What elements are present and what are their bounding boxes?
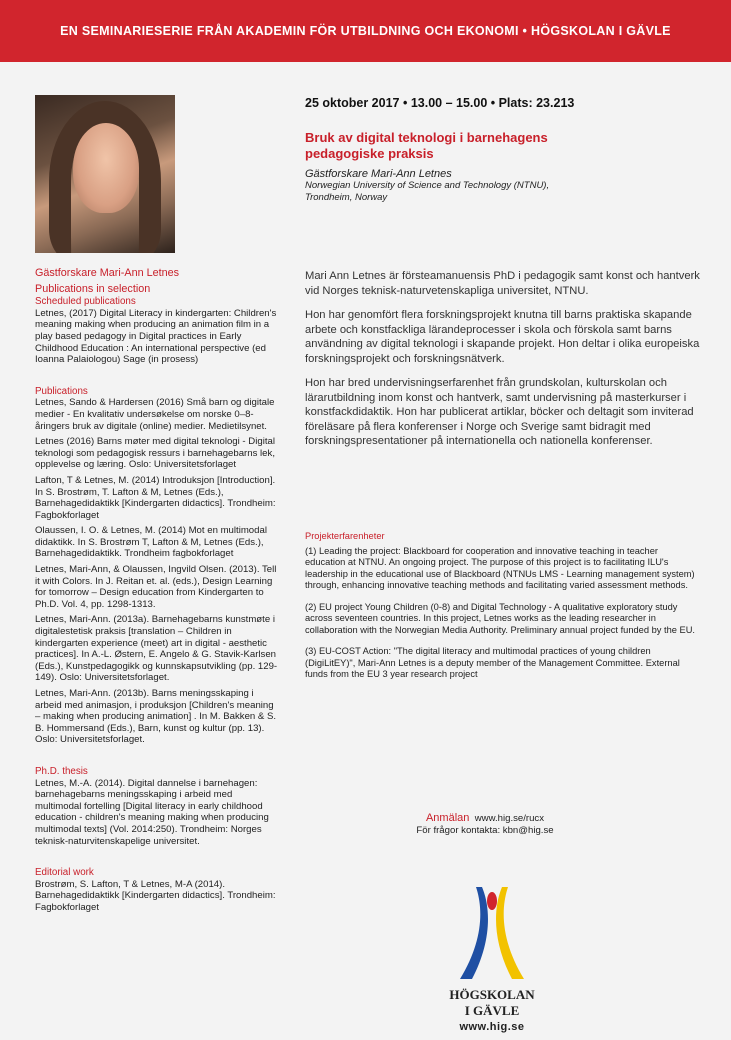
university-logo <box>432 883 552 1018</box>
bio-paragraph: Hon har genomfört flera forskningsprojekt knutna till barns praktiska skapande arbete och konstfackliga lärandeprocesser i skola och förskola samt barns användning av digital teknologi i skapande projekt. Hon deltar i olika europeiska forskningsprojekt och forskningsnätverk. <box>305 309 700 365</box>
publications-heading: Publications <box>35 385 88 397</box>
publication-item: Letnes, Mari-Ann. (2013a). Barnehagebarns kunstmøte i digitalestetisk praksis [translation – Children in kindergarten experience (meet) art in digital - aesthetic practices]. In A.-L. Østern, E. Angelo & G. Stavik-Karlsen (Eds.), Kunstpedagogikk og kunnskapsutvikling (pp. 129-149). Oslo: Universitetsforlaget. <box>35 614 278 684</box>
project-item: (1) Leading the project: Blackboard for cooperation and innovative teaching in teacher education at NTNU. An ongoing project. The purpose of this project is to facilitating ILU's leadership in the educational use of Blackboard (NTNUs LMS - Learning management system) through, enhancing innovative teaching methods and facilitating varied assessment methods. <box>305 545 695 590</box>
editorial-text: Brostrøm, S. Lafton, T & Letnes, M-A (2014). Barnehagedidaktikk [Kindergarten didactics]. Trondheim: Fagbokforlaget <box>35 878 276 913</box>
publication-item: Letnes, Mari-Ann, & Olaussen, Ingvild Olsen. (2013). Tell it with Colors. In J. Reitan et. al. (eds.), Design Learning for tomorrow – Design education from Kindergarten to Ph.D. Vol. 4, pp. 1298-1313. <box>35 564 277 610</box>
bio-paragraph: Hon har bred undervisningserfarenhet från grundskolan, kulturskolan och lärarutbildning inom konst och hantverk, samt undervisning på masterkurser i konstfackdidaktik. Hon har publicerat artiklar, böcker och deltagit som inviterad föreläsare på flera konferenser i Norge och Sverige samt bidragit med forskningspresentationer på internationella och nationella konferenser. <box>305 377 694 447</box>
logo-mark-icon <box>432 883 552 983</box>
editorial-heading: Editorial work <box>35 867 94 879</box>
speaker-name: Gästforskare Mari-Ann Letnes <box>305 168 452 180</box>
publications-column <box>35 268 280 918</box>
phd-text: Letnes, M.-A. (2014). Digital dannelse i barnehagen: barnehagebarns meningsskaping i arbeid med multimodal fortelling [Digital literacy in early childhood education - children's meaning making when producing multimodal texts] (Vol. 2014:250). Trondheim: Norges teknisk-naturvitenskapelige universitet. <box>35 777 269 847</box>
projects-heading: Projekterfarenheter <box>305 531 385 541</box>
scheduled-text: Letnes, (2017) Digital Literacy in kindergarten: Children's meaning making when producing an animation film in a play based pedagogy in Digital practices in Early Childhood Education : An international perspective (ed Ioanna Palaiologou) Sage (in prosess) <box>35 307 277 366</box>
registration-label: Anmälan <box>425 812 470 824</box>
logo-line-1: HÖGSKOLAN <box>449 987 535 1002</box>
publication-item: Olaussen, I. O. & Letnes, M. (2014) Mot en multimodal didaktikk. In S. Brostrøm T, Lafton & M, Letnes (Eds.), Barnehagedidaktikk. Trondheim fagbokforlaget <box>35 525 267 560</box>
top-banner <box>0 0 731 62</box>
contact-info <box>305 812 665 837</box>
publication-item: Letnes (2016) Barns møter med digital teknologi - Digital teknologi som pedagogisk ressurs i barnehagebarns lek, opplevelse og læring. Oslo: Universitetsforlaget <box>35 436 275 471</box>
contact-email[interactable]: För frågor kontakta: kbn@hig.se <box>416 825 554 836</box>
left-speaker-name: Gästforskare Mari-Ann Letnes <box>35 267 180 279</box>
publication-item: Lafton, T & Letnes, M. (2014) Introduksjon [Introduction]. In S. Brostrøm, T. Lafton & M, Letnes (Eds.), Barnehagedidaktikk [Kindergarten didactics]. Trondheim: Fagbokforlaget <box>35 474 276 521</box>
project-experience <box>305 531 700 691</box>
banner-text: EN SEMINARIESERIE FRÅN AKADEMIN FÖR UTBILDNING OCH EKONOMI • HÖGSKOLAN I GÄVLE <box>60 24 671 38</box>
project-item: (2) EU project Young Children (0-8) and Digital Technology - A qualitative exploratory study across seventeen countries. In this project, Letnes works as the leading researcher in collaboration with the Norwegian Media Authority. Preliminary annual project funded by the EU. <box>305 601 695 635</box>
talk-title: Bruk av digital teknologi i barnehagens pedagogiske praksis <box>305 130 548 161</box>
speaker-affiliation-2: Trondheim, Norway <box>305 192 388 203</box>
event-header <box>305 96 705 204</box>
bio-paragraph: Mari Ann Letnes är försteamanuensis PhD i pedagogik samt konst och hantverk vid Norges teknisk-naturvetenskapliga universitet, NTNU. <box>305 270 700 297</box>
speaker-bio <box>305 269 700 459</box>
website-url[interactable]: www.hig.se <box>459 1021 525 1033</box>
publications-selection-heading: Publications in selection <box>35 282 151 295</box>
project-item: (3) EU-COST Action: "The digital literacy and multimodal practices of young children (DigiLitEY)", Mari-Ann Letnes is a deputy member of the Management Committee. External funds from the EU 3 year research project <box>305 646 680 679</box>
publication-item: Letnes, Mari-Ann. (2013b). Barns meningsskaping i arbeid med animasjon, i produksjon [Children's meaning – making when producing animation] . In M. Bakken & S. B. Hommersand (Eds.), Barn, kunst og kultur (pp. 13). Oslo: Universitetsforlaget. <box>35 688 277 746</box>
event-dateline: 25 oktober 2017 • 13.00 – 15.00 • Plats: 23.213 <box>305 96 575 110</box>
speaker-affiliation-1: Norwegian University of Science and Technology (NTNU), <box>305 180 550 191</box>
logo-line-2: I GÄVLE <box>464 1003 520 1018</box>
scheduled-heading: Scheduled publications <box>35 296 136 308</box>
publication-item: Letnes, Sando & Hardersen (2016) Små barn og digitale medier - En kvalitativ undersøkelse om norske 0–8-åringers bruk av digitale (online) medier. Medietilsynet. <box>35 397 275 432</box>
phd-heading: Ph.D. thesis <box>35 765 88 777</box>
registration-link[interactable]: www.hig.se/rucx <box>474 813 545 824</box>
speaker-photo <box>35 95 175 253</box>
